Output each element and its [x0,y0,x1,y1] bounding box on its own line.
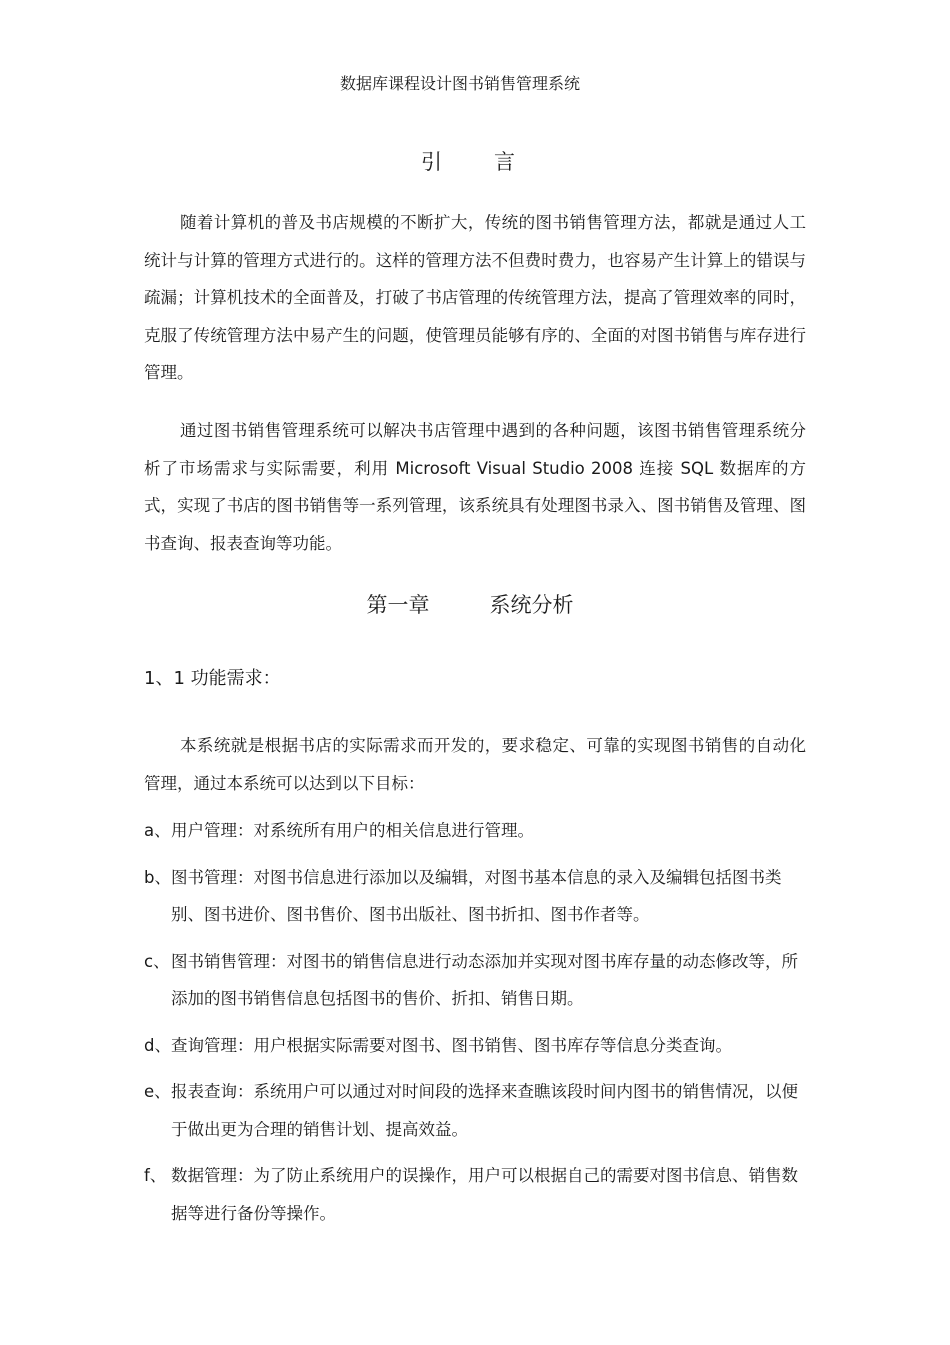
requirement-list [144,812,806,1241]
list-item-text: 图书管理：对图书信息进行添加以及编辑，对图书基本信息的录入及编辑包括图书类别、图书进价、图书售价、图书出版社、图书折扣、图书作者等。 [171,867,782,924]
intro-title-char-2: 言 [494,150,515,174]
list-item-text: 数据管理：为了防止系统用户的误操作，用户可以根据自己的需要对图书信息、销售数据等进行备份等操作。 [171,1166,798,1223]
list-item-marker: d、 [144,1035,171,1055]
section-intro-paragraph: 本系统就是根据书店的实际需求而开发的，要求稳定、可靠的实现图书销售的自动化管理，通过本系统可以达到以下目标： [144,736,806,793]
intro-paragraph-1: 随着计算机的普及书店规模的不断扩大，传统的图书销售管理方法，都就是通过人工统计与计算的管理方式进行的。这样的管理方法不但费时费力，也容易产生计算上的错误与疏漏；计算机技术的全面普及，打破了书店管理的传统管理方法，提高了管理效率的同时，克服了传统管理方法中易产生的问题，使管理员能够有序的、全面的对图书销售与库存进行管理。 [144,213,806,382]
list-item [144,1157,806,1232]
list-item-marker: a、 [144,821,171,840]
list-item-marker: f、 [144,1166,167,1185]
list-item-marker: b、 [144,867,171,887]
chapter-heading [0,589,940,619]
list-item-text: 图书销售管理：对图书的销售信息进行动态添加并实现对图书库存量的动态修改等，所添加的图书销售信息包括图书的售价、折扣、销售日期。 [171,951,798,1008]
list-item [144,812,806,850]
chapter-name: 系统分析 [489,593,574,617]
intro-title [0,146,936,176]
section-heading: 1、1 功能需求： [144,668,281,689]
running-header: 数据库课程设计图书销售管理系统 [339,74,580,93]
list-item-marker: e、 [144,1082,171,1101]
list-item [144,859,806,934]
intro-title-char-1: 引 [421,150,442,174]
list-item-text: 用户管理：对系统所有用户的相关信息进行管理。 [171,821,534,840]
chapter-number: 第一章 [366,593,430,617]
list-item [144,1073,806,1148]
list-item-marker: c、 [144,951,170,971]
list-item [144,943,806,1018]
list-item-text: 报表查询：系统用户可以通过对时间段的选择来查瞧该段时间内图书的销售情况，以便于做出更为合理的销售计划、提高效益。 [171,1082,798,1139]
intro-paragraph-2: 通过图书销售管理系统可以解决书店管理中遇到的各种问题，该图书销售管理系统分析了市场需求与实际需要，利用 Microsoft Visual Studio 2008 连接 SQL 数据库的方式，实现了书店的图书销售等一系列管理，该系统具有处理图书录入、图书销售及管理、图书查询、报表查询等功能。 [144,421,806,553]
list-item [144,1027,806,1065]
list-item-text: 查询管理：用户根据实际需要对图书、图书销售、图书库存等信息分类查询。 [171,1035,732,1055]
